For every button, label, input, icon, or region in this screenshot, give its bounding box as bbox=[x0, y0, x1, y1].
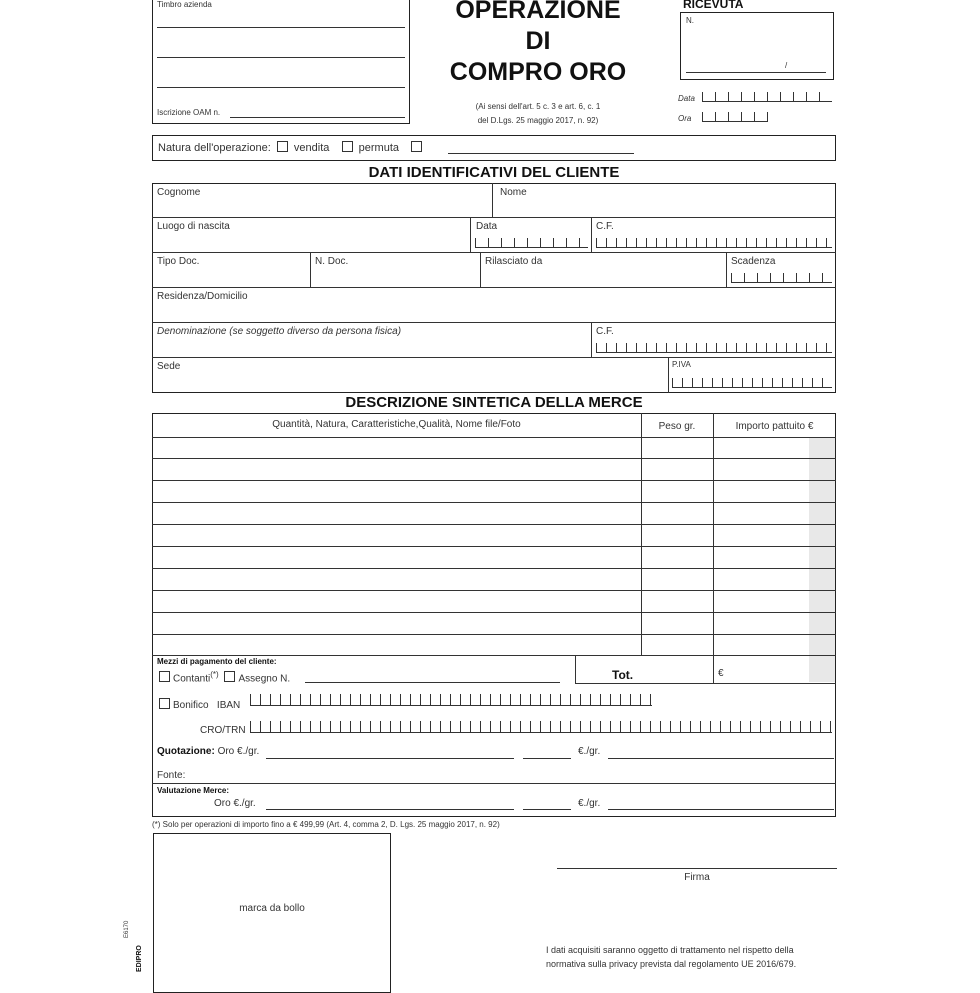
privacy-line-1: I dati acquisiti saranno oggetto di trattamento nel rispetto della bbox=[546, 945, 794, 955]
timbro-label: Timbro azienda bbox=[157, 0, 212, 9]
contanti-label: Contanti bbox=[173, 673, 211, 685]
merce-row-line[interactable] bbox=[152, 502, 836, 503]
merce-row-line[interactable] bbox=[152, 524, 836, 525]
col-divider bbox=[713, 413, 714, 683]
bonifico-row bbox=[156, 698, 240, 711]
natura-row bbox=[158, 141, 425, 154]
residenza-label: Residenza/Domicilio bbox=[157, 291, 248, 302]
vendita-label: vendita bbox=[293, 142, 330, 154]
assegno-checkbox[interactable] bbox=[224, 671, 235, 682]
merce-row-line[interactable] bbox=[152, 458, 836, 459]
vendita-checkbox[interactable] bbox=[277, 141, 288, 152]
permuta-checkbox[interactable] bbox=[342, 141, 353, 152]
scadenza-label: Scadenza bbox=[731, 256, 776, 267]
bonifico-label: Bonifico bbox=[173, 700, 209, 711]
merce-row-line[interactable] bbox=[152, 590, 836, 591]
cf2-label: C.F. bbox=[596, 326, 614, 337]
cro-label: CRO/TRN bbox=[200, 725, 246, 736]
valutazione-euro-gr: €./gr. bbox=[578, 798, 601, 809]
row-divider bbox=[152, 357, 836, 358]
col-divider bbox=[492, 183, 493, 217]
marca-da-bollo-label: marca da bollo bbox=[239, 903, 305, 914]
cro-comb[interactable] bbox=[250, 721, 832, 733]
legal-reference-2: del D.Lgs. 25 maggio 2017, n. 92) bbox=[477, 116, 599, 125]
brand-name: EDIPRO bbox=[136, 945, 143, 972]
fonte-label: Fonte: bbox=[157, 770, 186, 781]
header-divider bbox=[152, 437, 836, 438]
cf-label: C.F. bbox=[596, 221, 614, 232]
privacy-line-2: normativa sulla privacy prevista dal regolamento UE 2016/679. bbox=[546, 959, 797, 969]
col-importo-header: Importo pattuito € bbox=[735, 421, 814, 432]
natura-label: Natura dell'operazione: bbox=[158, 142, 271, 154]
n-doc-label: N. Doc. bbox=[315, 256, 349, 267]
quotazione-line-1[interactable] bbox=[266, 758, 514, 759]
data-comb-field[interactable] bbox=[702, 92, 832, 102]
row-divider bbox=[152, 217, 836, 218]
col-desc-header: Quantità, Natura, Caratteristiche,Qualità, Nome file/Foto bbox=[272, 419, 521, 430]
assegno-label: Assegno N. bbox=[238, 673, 291, 685]
pagamento-heading: Mezzi di pagamento del cliente: bbox=[157, 657, 277, 666]
cf2-comb[interactable] bbox=[596, 343, 832, 353]
col-divider bbox=[726, 252, 727, 287]
altro-line[interactable] bbox=[448, 153, 634, 154]
valutazione-line-3[interactable] bbox=[608, 809, 834, 810]
cents-shade bbox=[809, 656, 835, 682]
col-divider bbox=[310, 252, 311, 287]
altro-checkbox[interactable] bbox=[411, 141, 422, 152]
permuta-label: permuta bbox=[358, 142, 399, 154]
legal-reference-1: (Ai sensi dell'art. 5 c. 3 e art. 6, c. 1 bbox=[475, 102, 601, 111]
col-divider bbox=[470, 217, 471, 252]
ricevuta-slash: / bbox=[785, 61, 788, 70]
row-divider bbox=[152, 655, 836, 656]
cliente-table bbox=[152, 183, 836, 393]
quotazione-oro: Oro €./gr. bbox=[217, 746, 260, 757]
scadenza-comb[interactable] bbox=[731, 273, 832, 283]
timbro-azienda-box bbox=[152, 0, 410, 124]
firma-label: Firma bbox=[684, 872, 710, 883]
contanti-note: (*) bbox=[210, 670, 219, 679]
cognome-label: Cognome bbox=[157, 187, 201, 198]
bonifico-checkbox[interactable] bbox=[159, 698, 170, 709]
quotazione-line-2[interactable] bbox=[523, 758, 571, 759]
footnote: (*) Solo per operazioni di importo fino a € 499,99 (Art. 4, comma 2, D. Lgs. 25 maggio 2017, n. 92) bbox=[152, 820, 500, 829]
ricevuta-number-line[interactable] bbox=[686, 72, 826, 73]
tot-euro-symbol: € bbox=[718, 668, 724, 679]
quotazione-label: Quotazione: bbox=[157, 746, 215, 757]
col-divider bbox=[641, 413, 642, 655]
rilasciato-label: Rilasciato da bbox=[485, 256, 543, 267]
quotazione-line-3[interactable] bbox=[608, 758, 834, 759]
col-divider bbox=[480, 252, 481, 287]
ricevuta-number-label: N. bbox=[686, 16, 694, 25]
merce-heading: DESCRIZIONE SINTETICA DELLA MERCE bbox=[345, 394, 643, 411]
edipro-logo bbox=[124, 912, 152, 972]
valutazione-label: Valutazione Merce: bbox=[157, 786, 230, 795]
merce-row-line[interactable] bbox=[152, 568, 836, 569]
title-line-2: DI bbox=[525, 27, 551, 55]
timbro-line bbox=[157, 27, 405, 28]
denominazione-label: Denominazione (se soggetto diverso da persona fisica) bbox=[157, 326, 402, 337]
ora-comb-field[interactable] bbox=[702, 112, 768, 122]
data-nascita-comb[interactable] bbox=[475, 238, 588, 248]
merce-row-line[interactable] bbox=[152, 480, 836, 481]
contanti-checkbox[interactable] bbox=[159, 671, 170, 682]
title-line-1: OPERAZIONE bbox=[455, 0, 621, 24]
merce-row-line[interactable] bbox=[152, 612, 836, 613]
row-divider bbox=[152, 783, 836, 784]
tipo-doc-label: Tipo Doc. bbox=[157, 256, 200, 267]
quotazione-row bbox=[157, 746, 259, 757]
tot-label: Tot. bbox=[612, 668, 634, 682]
iscrizione-label: Iscrizione OAM n. bbox=[157, 108, 221, 117]
data-label: Data bbox=[678, 94, 695, 103]
quotazione-euro-gr: €./gr. bbox=[578, 746, 601, 757]
col-divider bbox=[575, 655, 576, 683]
document-title bbox=[410, 0, 666, 88]
title-line-3: COMPRO ORO bbox=[449, 58, 627, 86]
row-divider bbox=[152, 287, 836, 288]
iscrizione-line[interactable] bbox=[230, 117, 405, 118]
col-divider bbox=[591, 322, 592, 357]
row-divider bbox=[152, 252, 836, 253]
row-divider bbox=[575, 683, 836, 684]
piva-label: P.IVA bbox=[672, 360, 691, 369]
luogo-nascita-label: Luogo di nascita bbox=[157, 221, 230, 232]
data-nascita-label: Data bbox=[476, 221, 498, 232]
valutazione-line-2[interactable] bbox=[523, 809, 571, 810]
cf-comb[interactable] bbox=[596, 238, 832, 248]
col-divider bbox=[668, 357, 669, 393]
cliente-heading: DATI IDENTIFICATIVI DEL CLIENTE bbox=[368, 164, 620, 181]
ricevuta-box bbox=[680, 12, 834, 80]
piva-comb[interactable] bbox=[672, 378, 832, 388]
nome-label: Nome bbox=[500, 187, 527, 198]
ora-label: Ora bbox=[678, 114, 692, 123]
col-divider bbox=[591, 217, 592, 252]
valutazione-line-1[interactable] bbox=[266, 809, 514, 810]
valutazione-oro: Oro €./gr. bbox=[214, 798, 256, 809]
merce-row-line[interactable] bbox=[152, 546, 836, 547]
ricevuta-heading: RICEVUTA bbox=[683, 0, 744, 11]
col-peso-header: Peso gr. bbox=[658, 421, 696, 432]
timbro-line bbox=[157, 57, 405, 58]
row-divider bbox=[152, 322, 836, 323]
timbro-line bbox=[157, 87, 405, 88]
merce-row-line[interactable] bbox=[152, 634, 836, 635]
contanti-row bbox=[156, 670, 290, 684]
product-code: E6170 bbox=[124, 920, 130, 938]
iban-comb[interactable] bbox=[250, 694, 652, 706]
iban-label: IBAN bbox=[216, 700, 241, 711]
sede-label: Sede bbox=[157, 361, 181, 372]
assegno-line[interactable] bbox=[305, 682, 560, 683]
firma-line[interactable] bbox=[557, 868, 837, 869]
